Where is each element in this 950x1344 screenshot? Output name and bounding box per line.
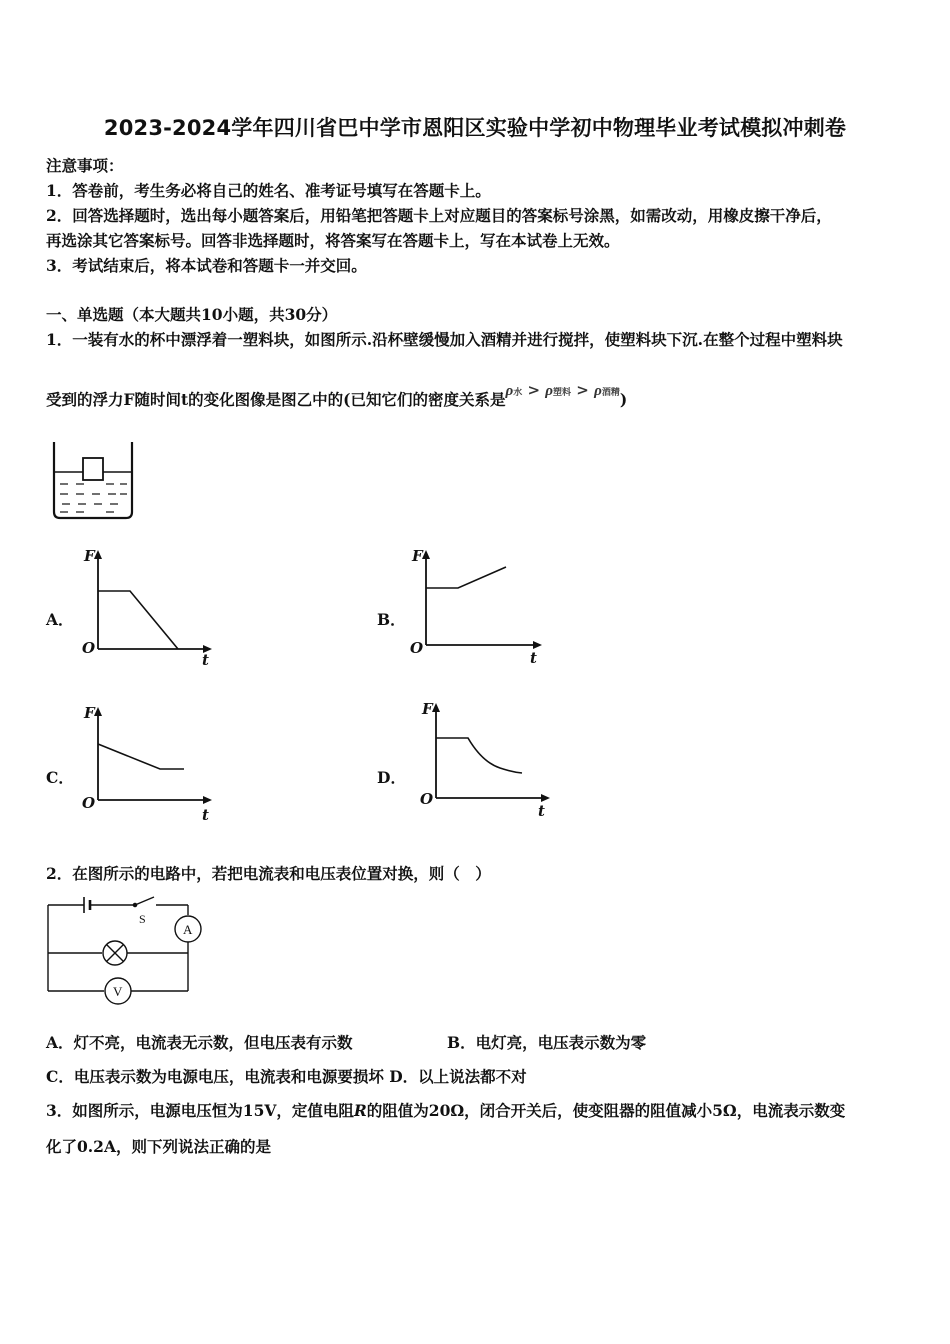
graph-b: [404, 545, 554, 665]
q1-option-d-label[interactable]: D．: [377, 768, 406, 787]
notice-item-3: 3．考试结束后，将本试卷和答题卡一并交回。: [46, 256, 367, 275]
svg-text:t: t: [538, 802, 545, 820]
svg-text:F: F: [84, 547, 95, 565]
graph-c-curve: [98, 744, 184, 769]
svg-text:F: F: [422, 700, 433, 718]
q1-stem-line2: 受到的浮力F随时间t的变化图像是图乙中的(已知它们的密度关系是ρ水 > ρ塑料 > ρ酒精): [46, 381, 628, 409]
graph-d-curve: [436, 738, 522, 773]
section-heading: 一、单选题（本大题共10小题，共30分）: [46, 305, 338, 324]
graph-a-curve: [98, 591, 178, 649]
notice-item-2: 2．回答选择题时，选出每小题答案后，用铅笔把答题卡上对应题目的答案标号涂黑，如需改动，用橡皮擦干净后，: [46, 206, 832, 225]
q2-option-cd[interactable]: C．电压表示数为电源电压，电流表和电源要损坏 D．以上说法都不对: [46, 1067, 527, 1086]
svg-text:t: t: [202, 651, 209, 665]
graph-d: [416, 698, 566, 822]
svg-text:O: O: [82, 794, 96, 812]
cup-figure: [48, 438, 140, 526]
q3-stem-line1: 3．如图所示，电源电压恒为15V，定值电阻R的阻值为20Ω，闭合开关后，使变阻器的阻值减小5Ω，电流表示数变: [46, 1101, 846, 1120]
page-title: 2023-2024学年四川省巴中学市恩阳区实验中学初中物理毕业考试模拟冲刺卷: [103, 116, 847, 140]
q2-option-a[interactable]: A．灯不亮，电流表无示数，但电压表有示数: [46, 1033, 353, 1052]
q2-stem: 2．在图所示的电路中，若把电流表和电压表位置对换，则（ ）: [46, 864, 491, 883]
switch: [135, 897, 154, 905]
density-relation: ρ水 > ρ塑料 > ρ酒精: [505, 381, 620, 399]
q1-stem-line1: 1．一装有水的杯中漂浮着一塑料块，如图所示.沿杯壁缓慢加入酒精并进行搅拌，使塑料块下沉.在整个过程中塑料块: [46, 330, 843, 349]
notice-item-2-cont: 再选涂其它答案标号。回答非选择题时，将答案写在答题卡上，写在本试卷上无效。: [46, 231, 620, 250]
plastic-block: [83, 458, 103, 480]
svg-text:O: O: [82, 639, 96, 657]
ammeter-label: A: [183, 922, 193, 937]
q2-option-b[interactable]: B．电灯亮，电压表示数为零: [447, 1033, 647, 1052]
q1-stem-text: 受到的浮力F随时间t的变化图像是图乙中的(已知它们的密度关系是: [46, 390, 506, 409]
notice-item-1: 1．答卷前，考生务必将自己的姓名、准考证号填写在答题卡上。: [46, 181, 491, 200]
svg-text:F: F: [84, 704, 95, 722]
svg-text:t: t: [530, 649, 537, 665]
circuit-diagram: [42, 893, 217, 1005]
switch-label: S: [139, 912, 146, 926]
svg-text:t: t: [202, 806, 209, 824]
q1-option-c-label[interactable]: C．: [46, 768, 74, 787]
graph-b-curve: [426, 567, 506, 588]
graph-a: [78, 545, 218, 665]
voltmeter-label: V: [113, 984, 123, 999]
q1-option-b-label[interactable]: B．: [377, 610, 406, 629]
notice-heading: 注意事项：: [46, 156, 124, 175]
q3-stem-line2: 化了0.2A，则下列说法正确的是: [46, 1137, 271, 1156]
svg-text:F: F: [412, 547, 423, 565]
svg-text:O: O: [410, 639, 424, 657]
q1-option-a-label[interactable]: A．: [46, 610, 74, 629]
graph-c: [78, 700, 218, 824]
svg-text:O: O: [420, 790, 434, 808]
